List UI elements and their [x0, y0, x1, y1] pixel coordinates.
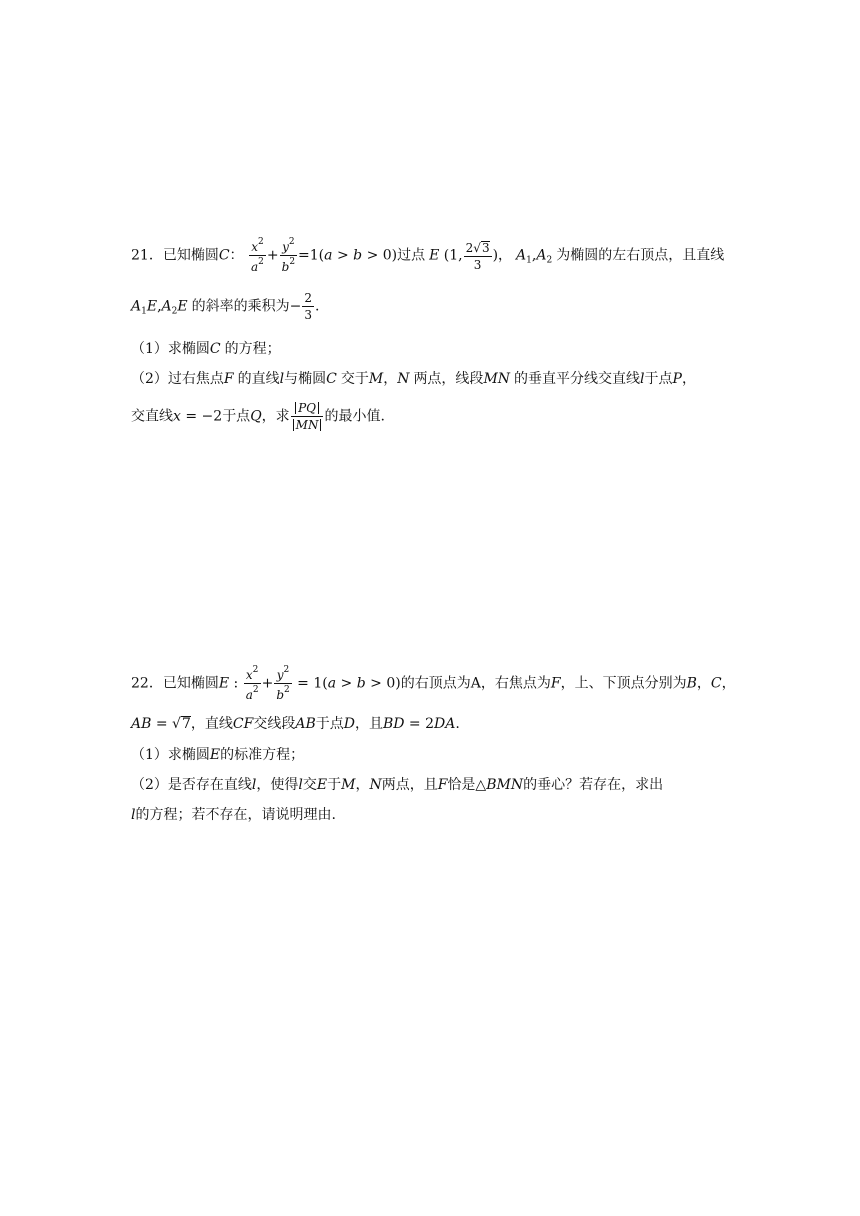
q22-line-2: AB = √7，直线CF交线段AB于点D，且BD = 2DA.	[131, 716, 460, 732]
q22-part-2: （2）是否存在直线l，使得l交E于M，N两点，且F恰是△BMN的垂心？若存在，求出	[131, 777, 664, 793]
q21-number: 21．	[131, 247, 163, 264]
q21-frac-y: $\frac{y^2}{b^2}$	[281, 237, 296, 274]
q21-frac-x: $\frac{x^2}{a^2}$	[251, 237, 264, 274]
q21-part-2-cont: 交直线x = −2于点Q，求 $\frac{PQ}{MN}$ 的最小值.	[131, 401, 385, 432]
q22-frac-y: $\frac{y^2}{b^2}$	[276, 665, 290, 702]
q21-line-1: 21．已知椭圆C： $\frac{x^2}{a^2}$ + $\frac{y^2}{b^2}$ =1(a > b > 0)过点 E (1, $\frac{2√3}{3}$ )， $A_1,A_2$ 为椭圆的左右顶点，且直线	[131, 237, 725, 274]
q21-part-2: （2）过右焦点F 的直线l与椭圆C 交于M，N 两点，线段MN 的垂直平分线交直线l于点P，	[131, 371, 696, 387]
q21-part-1: （1）求椭圆C 的方程；	[131, 341, 281, 357]
q21-frac-ratio: $\frac{PQ}{MN}$	[291, 402, 324, 431]
q22-part-1: （1）求椭圆E的标准方程；	[131, 747, 305, 763]
q21-frac-coord: $\frac{2√3}{3}$	[465, 240, 490, 272]
q21-line-2: $A_1E,A_2E$ 的斜率的乘积为− $\frac{2}{3}$ .	[131, 291, 320, 322]
q22-line-1: 22．已知椭圆E : $\frac{x^2}{a^2}$ + $\frac{y^2}{b^2}$ = 1(a > b > 0)的右顶点为A，右焦点为F，上、下顶点分别为B，C，	[131, 665, 736, 702]
q21-frac-slope: $\frac{2}{3}$	[304, 291, 313, 322]
q22-part-2-cont: l的方程；若不存在，请说明理由.	[131, 807, 336, 823]
q22-frac-x: $\frac{x^2}{a^2}$	[245, 665, 259, 702]
q22-number: 22．	[131, 675, 163, 692]
